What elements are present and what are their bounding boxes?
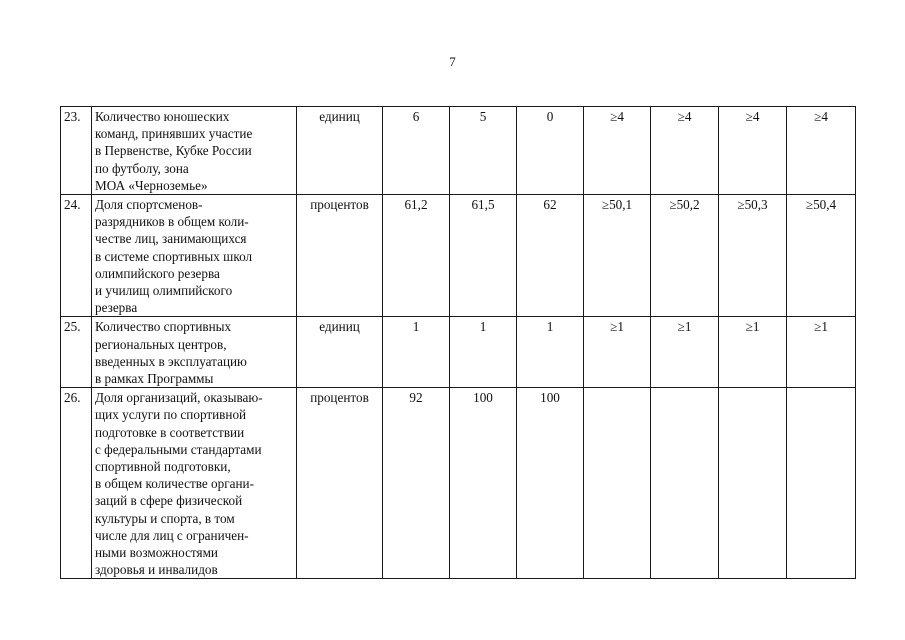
value-cell: 1: [517, 317, 584, 388]
value-cell: ≥1: [584, 317, 651, 388]
unit-cell: единиц: [297, 107, 383, 195]
value-cell: ≥1: [787, 317, 856, 388]
value-cell: 100: [517, 388, 584, 579]
indicator-name: Количество юношеских команд, принявших участие в Первенстве, Кубке России по футболу, зона МОА «Черноземье»: [92, 107, 297, 195]
table-row: [61, 388, 856, 579]
value-cell: 1: [450, 317, 517, 388]
value-cell: ≥50,1: [584, 195, 651, 317]
row-number: 26.: [61, 388, 92, 579]
indicators-table: [60, 106, 856, 579]
indicator-name: Доля спортсменов- разрядников в общем коли- честве лиц, занимающихся в системе спортивных школ олимпийского резерва и училищ олимпийского резерва: [92, 195, 297, 317]
value-cell: 100: [450, 388, 517, 579]
unit-cell: процентов: [297, 195, 383, 317]
value-cell: ≥4: [719, 107, 787, 195]
unit-cell: процентов: [297, 388, 383, 579]
value-cell: ≥1: [719, 317, 787, 388]
value-cell: 61,2: [383, 195, 450, 317]
value-cell: 1: [383, 317, 450, 388]
value-cell: 6: [383, 107, 450, 195]
table-row: [61, 195, 856, 317]
value-cell: [584, 388, 651, 579]
value-cell: [787, 388, 856, 579]
value-cell: 5: [450, 107, 517, 195]
row-number: 25.: [61, 317, 92, 388]
value-cell: [651, 388, 719, 579]
row-number: 24.: [61, 195, 92, 317]
value-cell: 62: [517, 195, 584, 317]
value-cell: ≥4: [584, 107, 651, 195]
value-cell: 92: [383, 388, 450, 579]
table-row: [61, 107, 856, 195]
value-cell: [719, 388, 787, 579]
table-row: [61, 317, 856, 388]
value-cell: ≥4: [787, 107, 856, 195]
value-cell: ≥50,2: [651, 195, 719, 317]
unit-cell: единиц: [297, 317, 383, 388]
indicator-name: Доля организаций, оказываю- щих услуги по спортивной подготовке в соответствии с федеральными стандартами спортивной подготовки, в общем количестве органи- заций в сфере физической культуры и спорта, в том числе для лиц с ограничен- ными возможностями здоровья и инвалидов: [92, 388, 297, 579]
value-cell: ≥50,4: [787, 195, 856, 317]
value-cell: ≥1: [651, 317, 719, 388]
page-number: 7: [449, 54, 456, 69]
row-number: 23.: [61, 107, 92, 195]
value-cell: ≥50,3: [719, 195, 787, 317]
value-cell: 0: [517, 107, 584, 195]
value-cell: 61,5: [450, 195, 517, 317]
value-cell: ≥4: [651, 107, 719, 195]
indicator-name: Количество спортивных региональных центров, введенных в эксплуатацию в рамках Программы: [92, 317, 297, 388]
